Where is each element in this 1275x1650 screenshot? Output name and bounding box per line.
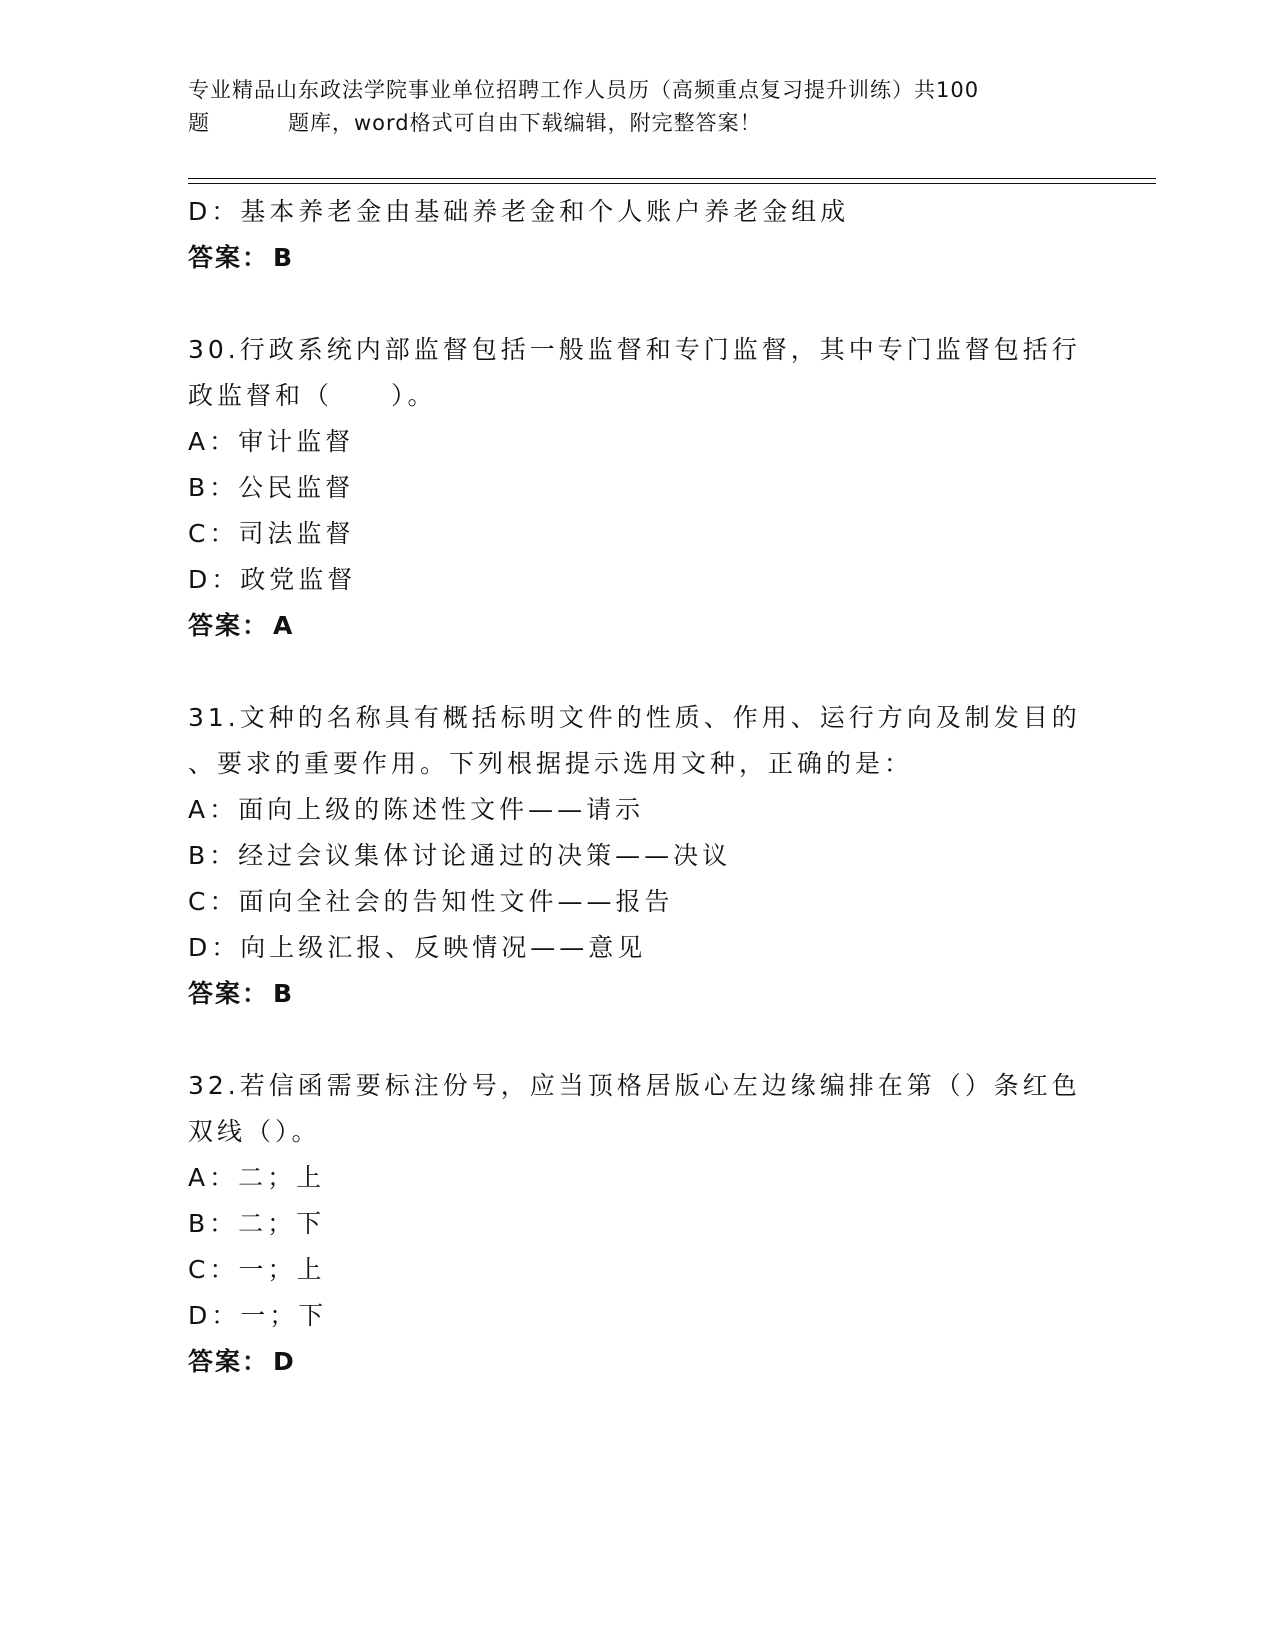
document-header	[188, 74, 1088, 140]
answer-value: D	[273, 1347, 296, 1376]
question-stem-line1: 30.行政系统内部监督包括一般监督和专门监督，其中专门监督包括行	[188, 335, 1081, 364]
question-stem-line1: 32.若信函需要标注份号，应当顶格居版心左边缘编排在第（）条红色	[188, 1071, 1081, 1100]
question-stem-line2: 政监督和（ ）。	[188, 381, 437, 410]
question-32	[188, 1063, 1088, 1385]
option-d: D：一；下	[188, 1301, 328, 1330]
answer-label: 答案：	[188, 1347, 270, 1376]
question-stem-line2: 双线（）。	[188, 1117, 321, 1146]
header-divider-top	[188, 178, 1156, 179]
header-title-line2	[188, 107, 1088, 140]
answer	[188, 603, 1088, 649]
header-title-line2-left: 题	[188, 111, 210, 135]
answer-label: 答案：	[188, 979, 270, 1008]
answer	[188, 971, 1088, 1017]
question-list	[188, 189, 1088, 1385]
question-31	[188, 695, 1088, 1017]
header-title-line1: 专业精品山东政法学院事业单位招聘工作人员历（高频重点复习提升训练）共100	[188, 78, 980, 102]
option-a: A：二；上	[188, 1163, 326, 1192]
option-a: A：面向上级的陈述性文件——请示	[188, 795, 645, 824]
option-c: C：面向全社会的告知性文件——报告	[188, 887, 674, 916]
question-stem-line2: 、要求的重要作用。下列根据提示选用文种，正确的是：	[188, 749, 914, 778]
option-b: B：经过会议集体讨论通过的决策——决议	[188, 841, 732, 870]
header-divider-bottom	[188, 183, 1156, 184]
option-d: D：向上级汇报、反映情况——意见	[188, 933, 647, 962]
question-30	[188, 327, 1088, 649]
prev-answer	[188, 235, 1088, 281]
option-b: B：二；下	[188, 1209, 326, 1238]
option-a: A：审计监督	[188, 427, 355, 456]
answer-label: 答案：	[188, 243, 270, 272]
option-c: C：司法监督	[188, 519, 355, 548]
header-title-line2-right: 题库，word格式可自由下载编辑，附完整答案！	[288, 111, 762, 135]
option-b: B：公民监督	[188, 473, 355, 502]
question-stem-line1: 31.文种的名称具有概括标明文件的性质、作用、运行方向及制发目的	[188, 703, 1081, 732]
answer-value: A	[273, 611, 295, 640]
answer	[188, 1339, 1088, 1385]
answer-value: B	[273, 243, 295, 272]
answer-value: B	[273, 979, 295, 1008]
answer-label: 答案：	[188, 611, 270, 640]
prev-option-d: D：基本养老金由基础养老金和个人账户养老金组成	[188, 197, 850, 226]
option-c: C：一；上	[188, 1255, 326, 1284]
option-d: D：政党监督	[188, 565, 357, 594]
